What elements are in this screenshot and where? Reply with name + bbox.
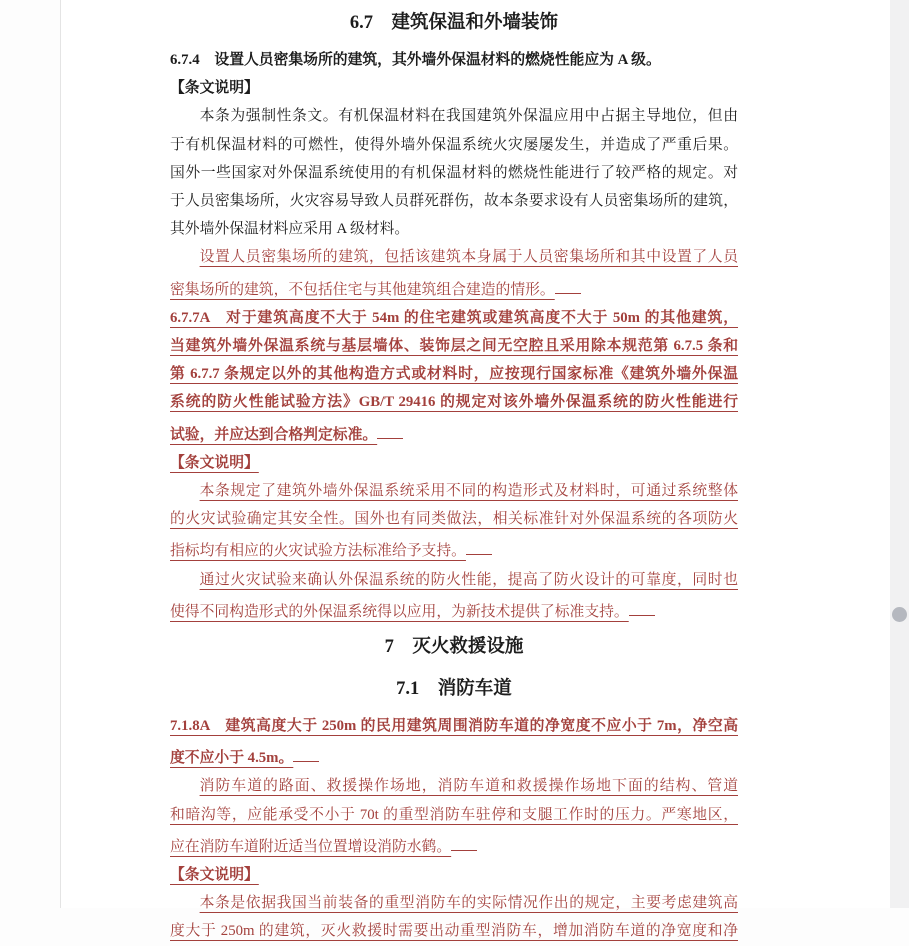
commentary-line: 本条为强制性条文。有机保温材料在我国建筑外保温应用中占据主导地位，但由 — [199, 108, 738, 125]
commentary-line: 消防车道的路面、救援操作场地，消防车道和救援操作场地下面的结构、管道 — [199, 778, 738, 795]
commentary-line: 通过火灾试验来确认外保温系统的防火性能，提高了防火设计的可靠度，同时也 — [199, 571, 738, 588]
clause-line: 当建筑外墙外保温系统与基层墙体、装饰层之间无空腔且采用除本规范第 6.7.5 条和 — [170, 338, 738, 355]
scroll-indicator-dot[interactable] — [892, 607, 907, 622]
commentary-line: 其外墙外保温材料应采用 A 级材料。 — [170, 221, 410, 238]
commentary-line: 设置人员密集场所的建筑，包括该建筑本身属于人员密集场所和其中设置了人员 — [199, 249, 738, 266]
commentary-line: 和暗沟等，应能承受不小于 70t 的重型消防车驻停和支腿工作时的压力。严寒地区， — [170, 806, 738, 823]
commentary-line: 的火灾试验确定其安全性。国外也有同类做法，相关标准针对外保温系统的各项防火 — [170, 511, 738, 528]
viewer-backdrop — [890, 0, 909, 908]
commentary-line: 使得不同构造形式的外保温系统得以应用，为新技术提供了标准支持。 — [170, 594, 738, 626]
underline-tail — [629, 594, 655, 616]
commentary-line: 本条规定了建筑外墙外保温系统采用不同的构造形式及材料时，可通过系统整体 — [199, 483, 738, 500]
subsection-heading: 7.1 消防车道 — [396, 679, 512, 700]
section-heading: 7 灭火救援设施 — [384, 637, 524, 658]
clause-line: 系统的防火性能试验方法》GB/T 29416 的规定对该外墙外保温系统的防火性能进行 — [170, 394, 738, 411]
clause-line: 试验，并应达到合格判定标准。 — [170, 417, 738, 449]
commentary-label: 【条文说明】 — [170, 80, 259, 97]
section-heading: 6.7 建筑保温和外墙装饰 — [349, 13, 559, 33]
commentary-line: 国外一些国家对外保温系统使用的有机保温材料的燃烧性能进行了较严格的规定。对 — [170, 164, 738, 181]
underline-tail — [293, 740, 319, 762]
commentary-line: 于人员密集场所，火灾容易导致人员群死群伤，故本条要求设有人员密集场所的建筑， — [170, 193, 738, 210]
underline-tail — [555, 272, 581, 294]
clause-line: 7.1.8A 建筑高度大于 250m 的民用建筑周围消防车道的净宽度不应小于 7m，净空高 — [170, 718, 738, 735]
commentary-line: 度大于 250m 的建筑，灭火救援时需要出动重型消防车，增加消防车道的净宽度和净 — [170, 923, 738, 940]
commentary-line: 指标均有相应的火灾试验方法标准给予支持。 — [170, 533, 738, 565]
commentary-line: 密集场所的建筑，不包括住宅与其他建筑组合建造的情形。 — [170, 272, 738, 304]
clause-line: 第 6.7.7 条规定以外的其他构造方式或材料时，应按现行国家标准《建筑外墙外保温 — [170, 366, 738, 383]
commentary-line: 应在消防车道附近适当位置增设消防水鹤。 — [170, 829, 738, 861]
commentary-line: 本条是依据我国当前装备的重型消防车的实际情况作出的规定，主要考虑建筑高 — [199, 895, 738, 912]
commentary-label: 【条文说明】 — [170, 867, 259, 884]
document-content — [170, 0, 738, 946]
commentary-label: 【条文说明】 — [170, 454, 259, 471]
underline-tail — [377, 417, 403, 439]
document-page — [60, 0, 890, 940]
clause-line: 6.7.4 设置人员密集场所的建筑，其外墙外保温材料的燃烧性能应为 A 级。 — [170, 52, 661, 68]
underline-tail — [451, 829, 477, 851]
underline-tail — [466, 533, 492, 555]
clause-line: 6.7.7A 对于建筑高度不大于 54m 的住宅建筑或建筑高度不大于 50m 的其他建筑， — [170, 309, 738, 326]
clause-line: 度不应小于 4.5m。 — [170, 740, 738, 772]
commentary-line: 于有机保温材料的可燃性，使得外墙外保温系统火灾屡屡发生，并造成了严重后果。 — [170, 136, 738, 153]
